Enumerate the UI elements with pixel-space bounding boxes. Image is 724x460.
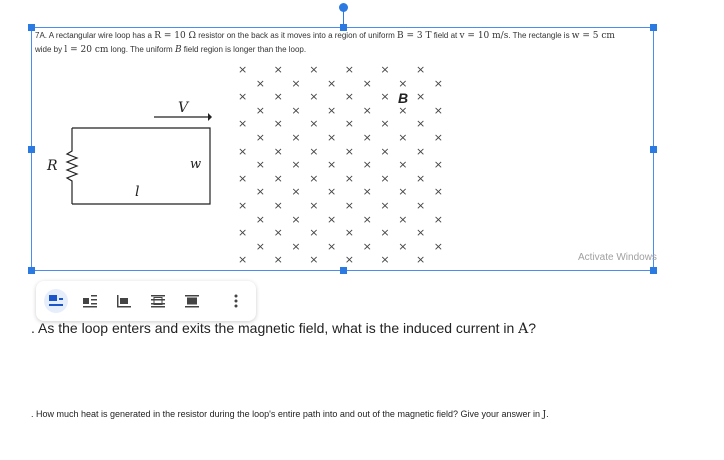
resize-handle-bottom-right[interactable]	[650, 267, 657, 274]
field-x-mark: ×	[433, 158, 444, 172]
wrap-break-icon	[116, 294, 132, 308]
field-x-mark: ×	[344, 226, 355, 240]
field-x-mark: ×	[309, 144, 319, 158]
more-options-icon	[233, 293, 239, 309]
problem-statement	[35, 29, 635, 57]
field-x-mark: ×	[309, 117, 319, 131]
field-x-mark: ×	[238, 171, 248, 185]
question-heat-end: .	[546, 409, 549, 419]
question-current	[31, 320, 536, 337]
problem-text-c: field at	[431, 31, 460, 40]
field-x-mark: ×	[398, 103, 408, 117]
field-x-mark: ×	[309, 171, 319, 185]
field-x-mark: ×	[327, 212, 337, 226]
wrap-front-icon	[184, 294, 200, 308]
field-x-mark: ×	[273, 171, 283, 185]
question-heat	[31, 409, 549, 420]
field-x-mark: ×	[255, 158, 266, 172]
field-x-mark: ×	[238, 117, 248, 131]
field-x-mark: ×	[255, 185, 266, 199]
field-x-mark: ×	[380, 226, 390, 240]
field-x-mark: ×	[273, 253, 283, 267]
field-x-mark: ×	[433, 76, 444, 90]
field-x-mark: ×	[380, 144, 390, 158]
field-x-mark: ×	[238, 226, 248, 240]
problem-text-a: 7A. A rectangular wire loop has a	[35, 31, 155, 40]
field-label: B	[398, 90, 409, 106]
question-current-end: ?	[528, 320, 537, 336]
field-x-mark: ×	[362, 239, 372, 253]
field-x-mark: ×	[327, 103, 337, 117]
field-x-mark: ×	[362, 185, 372, 199]
field-x-mark: ×	[238, 199, 248, 212]
more-options-button[interactable]	[224, 289, 248, 313]
wrap-inline-icon	[48, 294, 64, 308]
field-x-mark: ×	[255, 212, 266, 226]
field-x-mark: ×	[344, 144, 355, 158]
field-x-mark: ×	[327, 158, 337, 172]
wrap-square-button[interactable]	[78, 289, 102, 313]
field-x-mark: ×	[273, 226, 283, 240]
field-x-mark: ×	[416, 199, 426, 212]
field-x-mark: ×	[416, 117, 426, 131]
loop-diagram	[40, 95, 230, 215]
field-x-mark: ×	[309, 63, 319, 76]
field-x-mark: ×	[398, 239, 408, 253]
rotate-handle[interactable]	[339, 3, 348, 12]
magnetic-field-region	[236, 62, 446, 267]
resize-handle-right[interactable]	[650, 146, 657, 153]
field-x-mark: ×	[416, 63, 426, 76]
field-x-mark: ×	[433, 103, 444, 117]
length-label: l	[135, 184, 140, 200]
resize-handle-top-left[interactable]	[28, 24, 35, 31]
field-x-mark: ×	[291, 76, 301, 90]
field-x-mark: ×	[255, 131, 266, 144]
problem-text-f: long. The uniform	[108, 45, 175, 54]
resistor-label: R	[47, 158, 58, 174]
field-x-mark: ×	[255, 76, 266, 90]
field-x-mark: ×	[433, 239, 444, 253]
field-x-mark: ×	[238, 144, 248, 158]
resize-handle-top-right[interactable]	[650, 24, 657, 31]
math-length: l = 20 cm	[64, 45, 109, 55]
field-x-mark: ×	[398, 185, 408, 199]
field-x-mark: ×	[416, 171, 426, 185]
wrap-behind-button[interactable]	[146, 289, 170, 313]
wrap-inline-button[interactable]	[44, 289, 68, 313]
wrap-front-button[interactable]	[180, 289, 204, 313]
field-x-mark: ×	[344, 90, 355, 104]
field-x-mark: ×	[433, 185, 444, 199]
field-x-mark: ×	[416, 226, 426, 240]
field-x-mark: ×	[380, 90, 390, 104]
field-x-mark: ×	[238, 90, 248, 104]
field-x-mark: ×	[291, 239, 301, 253]
field-x-mark: ×	[255, 103, 266, 117]
field-x-mark: ×	[238, 63, 248, 76]
field-x-mark: ×	[273, 63, 283, 76]
velocity-arrowhead	[208, 113, 212, 121]
field-x-mark: ×	[273, 144, 283, 158]
field-x-mark: ×	[380, 171, 390, 185]
velocity-label: V	[178, 100, 189, 116]
problem-text-g: field region is longer than the loop.	[181, 45, 307, 54]
field-x-mark: ×	[327, 185, 337, 199]
field-x-mark: ×	[416, 144, 426, 158]
question-current-text: . As the loop enters and exits the magnetic field, what is the induced current in	[31, 320, 519, 336]
field-x-mark: ×	[380, 253, 390, 267]
field-x-mark: ×	[238, 253, 248, 267]
math-resistance: R = 10 Ω	[154, 31, 197, 41]
field-x-mark: ×	[273, 117, 283, 131]
field-x-mark: ×	[344, 63, 355, 76]
resize-handle-bottom-left[interactable]	[28, 267, 35, 274]
math-field-symbol: B	[174, 45, 182, 55]
field-x-mark: ×	[291, 158, 301, 172]
wrap-square-icon	[82, 294, 98, 308]
field-x-mark: ×	[362, 212, 372, 226]
field-x-mark: ×	[416, 90, 426, 104]
resize-handle-bottom[interactable]	[340, 267, 347, 274]
math-velocity: v = 10 m/s	[459, 31, 509, 41]
math-width: w = 5 cm	[571, 31, 615, 41]
field-x-mark: ×	[273, 199, 283, 212]
field-x-mark: ×	[398, 158, 408, 172]
wrap-break-button[interactable]	[112, 289, 136, 313]
problem-text-d: . The rectangle is	[508, 31, 572, 40]
field-x-mark: ×	[398, 212, 408, 226]
field-x-mark: ×	[255, 239, 266, 253]
field-x-mark: ×	[398, 131, 408, 144]
problem-text-b: resistor on the back as it moves into a region of uniform	[196, 31, 397, 40]
image-options-toolbar	[36, 281, 256, 321]
question-heat-text: . How much heat is generated in the resistor during the loop's entire path into and out of the magnetic field? Give your answer in	[31, 409, 543, 419]
field-x-mark: ×	[309, 199, 319, 212]
field-x-mark: ×	[362, 158, 372, 172]
question-heat-unit: J	[542, 410, 547, 420]
field-x-mark: ×	[309, 226, 319, 240]
field-x-mark: ×	[380, 63, 390, 76]
field-x-mark: ×	[327, 131, 337, 144]
field-x-mark: ×	[433, 131, 444, 144]
wrap-behind-icon	[150, 294, 166, 308]
field-x-mark: ×	[362, 131, 372, 144]
resize-handle-left[interactable]	[28, 146, 35, 153]
field-x-mark: ×	[433, 212, 444, 226]
field-x-mark: ×	[362, 76, 372, 90]
field-x-mark: ×	[309, 90, 319, 104]
field-x-mark: ×	[291, 212, 301, 226]
math-field: B = 3 T	[397, 31, 432, 41]
activate-windows-watermark: Activate Windows	[578, 252, 657, 263]
width-label: w	[190, 157, 202, 172]
field-x-mark: ×	[344, 171, 355, 185]
resistor-symbol	[67, 128, 77, 204]
field-x-mark: ×	[327, 239, 337, 253]
field-x-mark: ×	[344, 117, 355, 131]
field-x-mark: ×	[398, 76, 408, 90]
field-x-mark: ×	[291, 131, 301, 144]
question-current-unit: A	[518, 321, 529, 337]
field-x-mark: ×	[380, 199, 390, 212]
field-x-mark: ×	[309, 253, 319, 267]
problem-text-e: wide by	[35, 45, 65, 54]
field-x-mark: ×	[273, 90, 283, 104]
field-x-mark: ×	[344, 253, 355, 267]
field-x-mark: ×	[362, 103, 372, 117]
field-x-mark: ×	[291, 185, 301, 199]
field-x-mark: ×	[327, 76, 337, 90]
field-x-mark: ×	[416, 253, 426, 267]
field-x-mark: ×	[380, 117, 390, 131]
field-x-mark: ×	[344, 199, 355, 212]
field-x-mark: ×	[291, 103, 301, 117]
